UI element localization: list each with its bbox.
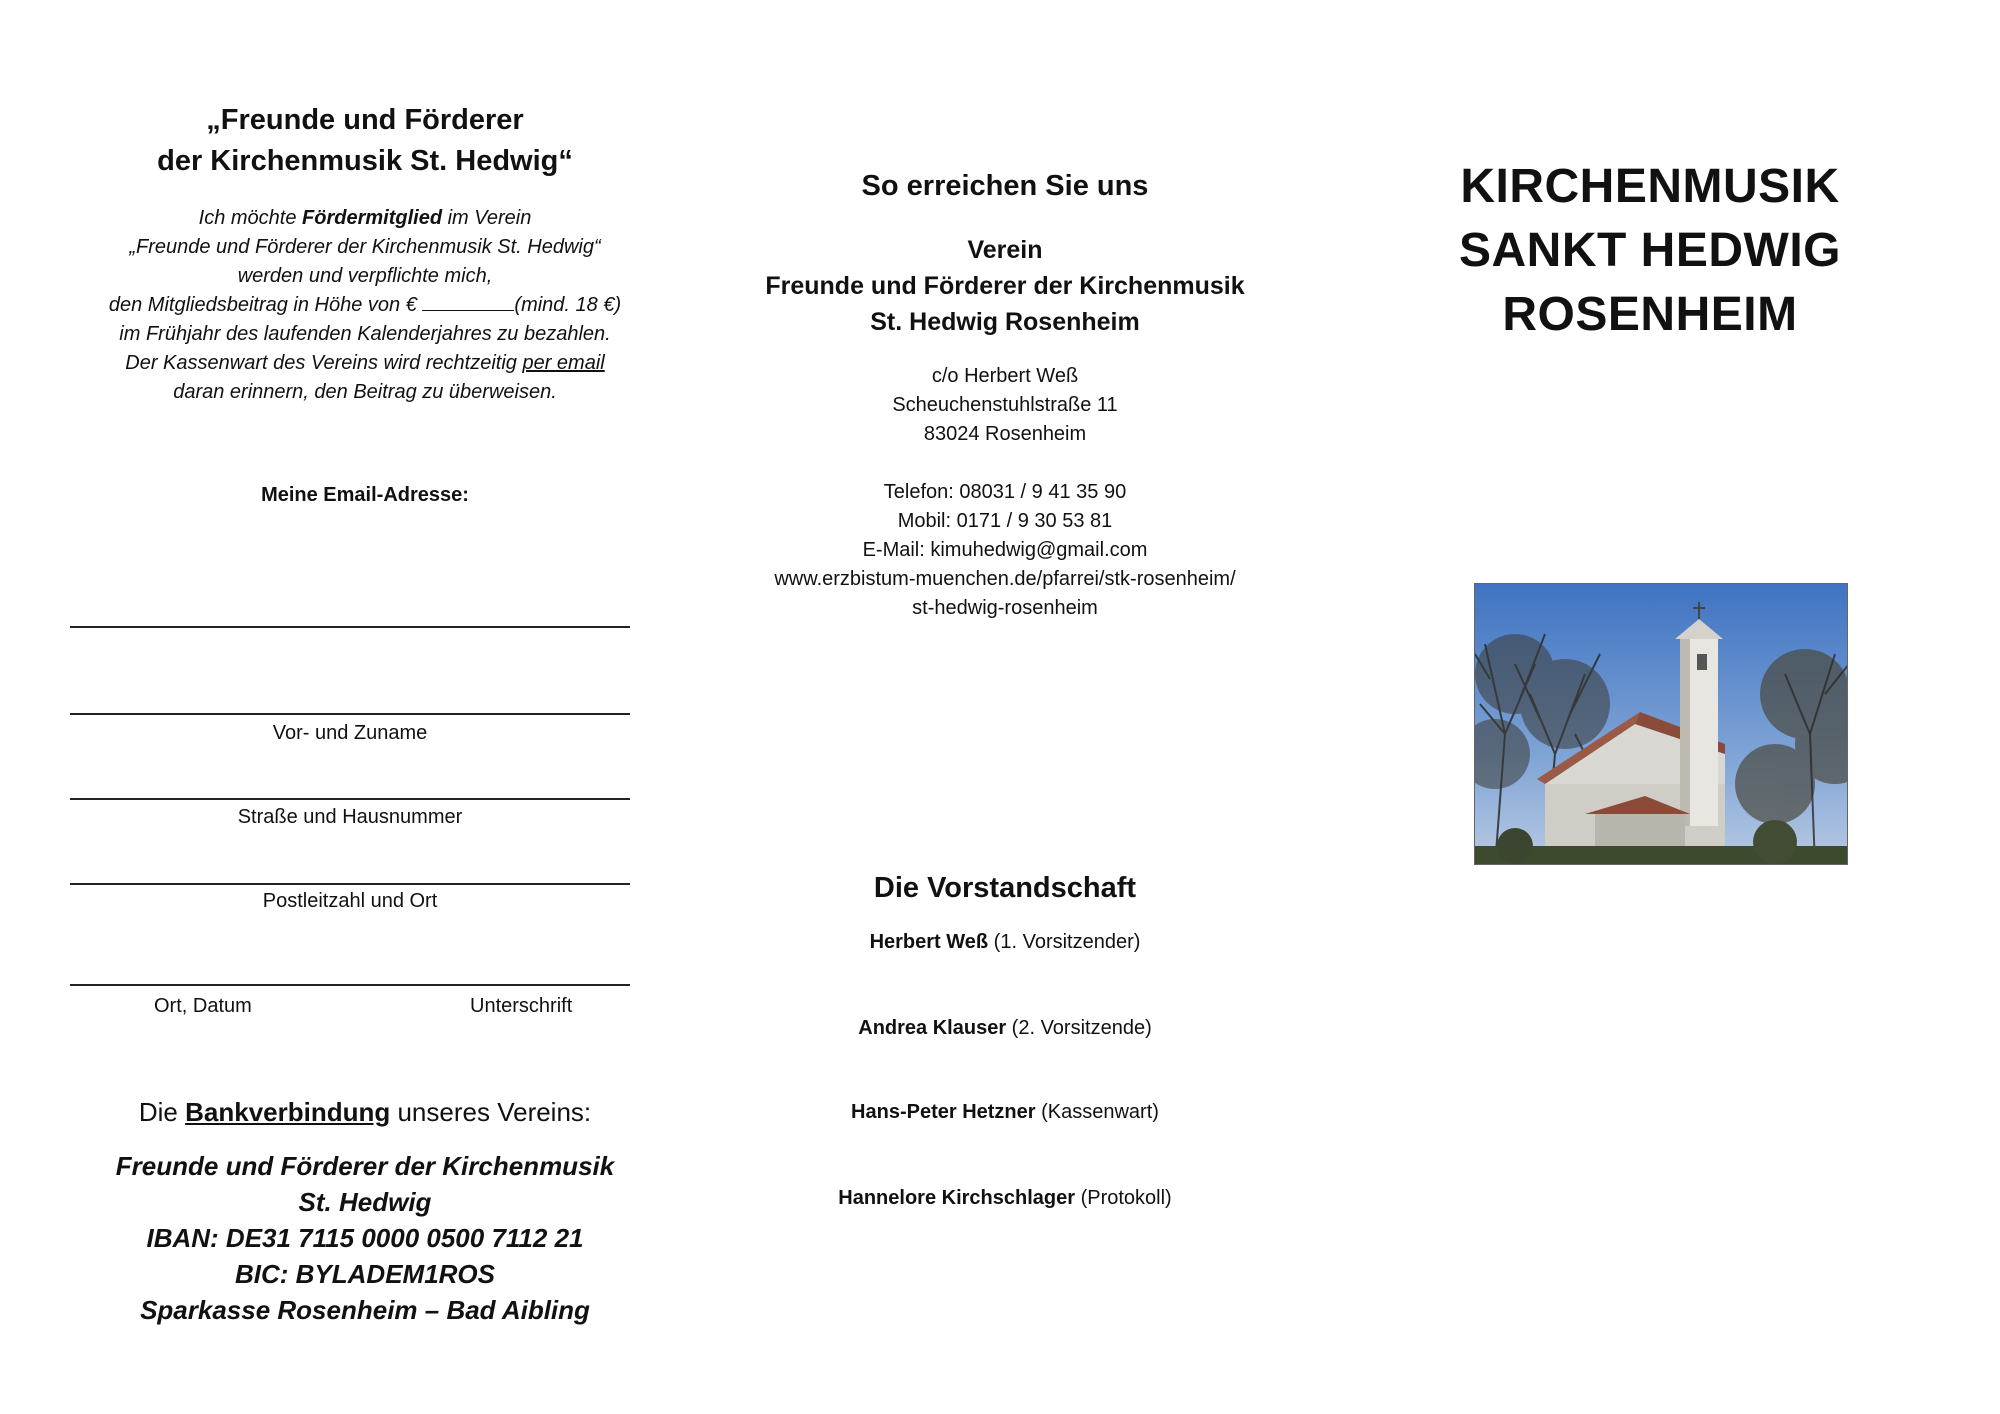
- email-link[interactable]: E-Mail: kimuhedwig@gmail.com: [862, 539, 1148, 561]
- postal-address: c/o Herbert Weß Scheuchenstuhlstraße 11 83024 Rosenheim: [892, 365, 1118, 445]
- intro-line-6: Der Kassenwart des Vereins wird rechtzeitig per email: [125, 352, 605, 374]
- cover-panel: [1440, 0, 1860, 1414]
- membership-title-line-1: „Freunde und Förderer: [206, 104, 524, 136]
- street-line[interactable]: [70, 798, 630, 800]
- signature-label: Unterschrift: [470, 995, 573, 1017]
- church-photo-image: [1475, 584, 1848, 865]
- email-line[interactable]: [70, 626, 630, 628]
- membership-intro: [70, 204, 660, 407]
- intro-line-1: Ich möchte Fördermitglied im Verein: [198, 207, 532, 229]
- phone: Telefon: 08031 / 9 41 35 90: [883, 481, 1127, 503]
- name-label: Vor- und Zuname: [272, 722, 428, 744]
- contact-title: So erreichen Sie uns: [861, 170, 1149, 202]
- name-line[interactable]: [70, 713, 630, 715]
- bank-account-holder: Freunde und Förderer der Kirchenmusik: [115, 1151, 615, 1181]
- contact-details: [740, 478, 1270, 623]
- email-label: Meine Email-Adresse:: [261, 484, 469, 506]
- signature-line[interactable]: [70, 984, 630, 986]
- bank-iban: IBAN: DE31 7115 0000 0500 7112 21: [146, 1223, 584, 1253]
- board-title: Die Vorstandschaft: [873, 872, 1137, 904]
- intro-line-5: im Frühjahr des laufenden Kalenderjahres zu bezahlen.: [119, 323, 611, 345]
- mobile: Mobil: 0171 / 9 30 53 81: [897, 510, 1113, 532]
- bank-details: [70, 1148, 660, 1328]
- board-member: Andrea Klauser (2. Vorsitzende): [858, 1017, 1152, 1039]
- board-member: Herbert Weß (1. Vorsitzender): [869, 931, 1141, 953]
- street-label: Straße und Hausnummer: [237, 806, 463, 828]
- cover-title: KIRCHENMUSIK SANKT HEDWIG ROSENHEIM: [1459, 160, 1841, 341]
- intro-line-7: daran erinnern, den Beitrag zu überweisen.: [173, 381, 557, 403]
- contact-panel: [740, 0, 1270, 1414]
- bank-name: Sparkasse Rosenheim – Bad Aibling: [140, 1295, 590, 1325]
- bank-heading-underlined: Bankverbindung: [185, 1097, 391, 1127]
- membership-title: [70, 100, 660, 182]
- board-member: Hannelore Kirchschlager (Protokoll): [838, 1187, 1172, 1209]
- intro-line-2: „Freunde und Förderer der Kirchenmusik St. Hedwig“: [129, 236, 601, 258]
- zip-label: Postleitzahl und Ort: [262, 890, 438, 912]
- bank-account-holder-2: St. Hedwig: [298, 1187, 432, 1217]
- website-link-2[interactable]: st-hedwig-rosenheim: [912, 597, 1098, 619]
- intro-line-4: den Mitgliedsbeitrag in Höhe von € (mind. 18 €): [108, 294, 622, 316]
- verein-name: Verein Freunde und Förderer der Kirchenmusik St. Hedwig Rosenheim: [765, 236, 1245, 336]
- amount-blank[interactable]: [422, 293, 514, 311]
- per-email-underlined: per email: [522, 352, 605, 374]
- bank-heading: Die Bankverbindung unseres Vereins:: [138, 1097, 592, 1127]
- membership-title-line-2: der Kirchenmusik St. Hedwig“: [157, 145, 573, 177]
- bank-bic: BIC: BYLADEM1ROS: [234, 1259, 495, 1289]
- membership-form-panel: [70, 0, 660, 1414]
- church-photo: [1474, 583, 1848, 865]
- place-date-label: Ort, Datum: [154, 995, 252, 1017]
- intro-bold-term: Fördermitglied: [302, 207, 443, 229]
- board-member: Hans-Peter Hetzner (Kassenwart): [851, 1101, 1159, 1123]
- intro-line-3: werden und verpflichte mich,: [237, 265, 493, 287]
- zip-line[interactable]: [70, 883, 630, 885]
- website-link[interactable]: www.erzbistum-muenchen.de/pfarrei/stk-rosenheim/: [774, 568, 1236, 590]
